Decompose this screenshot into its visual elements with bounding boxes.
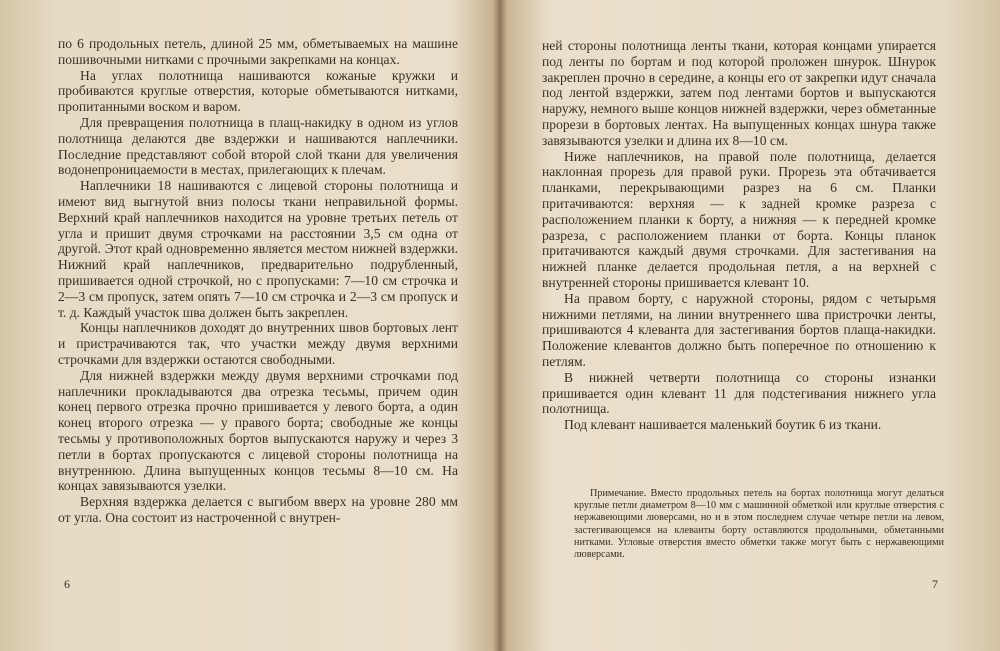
note-text: Примечание. Вместо продольных петель на бортах полотнища могут делаться круглые петли диаметром 8—10 мм с машинной обметкой или круглые отверстия с нержавеющими люверсами, но и в этом последнем случае четыре петли на левом, застегивающемся на клеванты борту оставляются продольными, обметанными нитками. Угловые отверстия вместо обметки также могут быть с нержавеющими люверсами.: [574, 488, 944, 561]
paragraph: Верхняя вздержка делается с выгибом вверх на уровне 280 мм от угла. Она состоит из настроченной с внутрен-: [58, 494, 458, 525]
paragraph: Концы наплечников доходят до внутренних швов бортовых лент и пристрачиваются так, что участки между двумя верхними строчками для вздержки остаются свободными.: [58, 320, 458, 367]
paragraph: В нижней четверти полотнища со стороны изнанки пришивается один клевант 11 для подстегивания нижнего угла полотнища.: [542, 369, 936, 417]
left-text-column: [58, 36, 458, 526]
paragraph: Ниже наплечников, на правой поле полотнища, делается наклонная прорезь для правой руки. Прорезь эта обтачивается планками, перекрывающими разрез на 6 см. Планки притачиваются: верхняя — к задней кромке разреза с расположением планки к борту, а нижняя — к передней кромке разреза, с расположением планки от борта. Концы планок притачиваются каждый двумя строчками. Для застегивания на нижней планке делается продольная петля, а на верхней с внутренней стороны пришивается клевант 10.: [542, 148, 936, 290]
paragraph: ней стороны полотнища ленты ткани, которая концами упирается под ленты по бортам и под которой проложен шнурок. Шнурок закреплен прочно в середине, а концы его от закрепки идут сначала под лентой вздержки, затем под лентами бортов и выпускаются наружу, немного выше концов нижней вздержки, через обметанные прорези в бортовых лентах. На выпущенных концах шнура также завязываются узелки и длина их 8—10 см.: [542, 38, 936, 148]
paragraph: На углах полотнища нашиваются кожаные кружки и пробиваются круглые отверстия, которые обметываются нитками, пропитанными воском и варом.: [58, 67, 458, 115]
paragraph: Наплечники 18 нашиваются с лицевой стороны полотнища и имеют вид выгнутой вниз полосы ткани неправильной формы. Верхний край наплечников находится на уровне третьих петель от угла и пришит двумя строчками на расстоянии 3,5 см одна от другой. Этот край одновременно является местом нижней вздержки. Нижний край наплечников, предварительно подрубленный, пришивается одной строчкой, но с пропусками: 7—10 см строчка и 2—3 см пропуск, затем опять 7—10 см строчка и 2—3 см пропуск и т. д. Каждый участок шва должен быть закреплен.: [58, 178, 458, 320]
right-page: [502, 0, 1000, 651]
paragraph: Под клевант нашивается маленький боутик 6 из ткани.: [564, 417, 882, 433]
left-page: [0, 0, 498, 651]
paragraph: На правом борту, с наружной стороны, рядом с четырьмя нижними петлями, на линии внутреннего шва пристрочки ленты, пришиваются 4 клеванта для застегивания бортов плаща-накидки. Положение клевантов должно быть поперечное по отношению к петлям.: [542, 290, 936, 369]
paragraph: Для нижней вздержки между двумя верхними строчками под наплечники прокладываются два отрезка тесьмы, причем один конец первого отрезка прочно пришивается у левого борта, а один конец второго отрезка — у правого борта; свободные же концы тесьмы у противоположных бортов выпускаются наружу и через 3 петли в бортах пропускаются с лицевой стороны полотнища на внутреннюю. Длина выпущенных концов тесьмы 8—10 см. На концах завязываются узелки.: [58, 367, 458, 494]
paragraph: по 6 продольных петель, длиной 25 мм, обметываемых на машине пошивочными нитками с прочными закрепками на концах.: [58, 36, 458, 67]
page-number: 6: [64, 577, 70, 591]
right-text-column: [542, 38, 936, 433]
footnote: [574, 488, 944, 561]
paragraph: Для превращения полотнища в плащ-накидку в одном из углов полотнища делаются две вздержки и нашиваются наплечники. Последние представляют собой второй слой ткани для увеличения водонепроницаемости в местах, прилегающих к плечам.: [58, 114, 458, 178]
page-number: 7: [932, 577, 938, 591]
